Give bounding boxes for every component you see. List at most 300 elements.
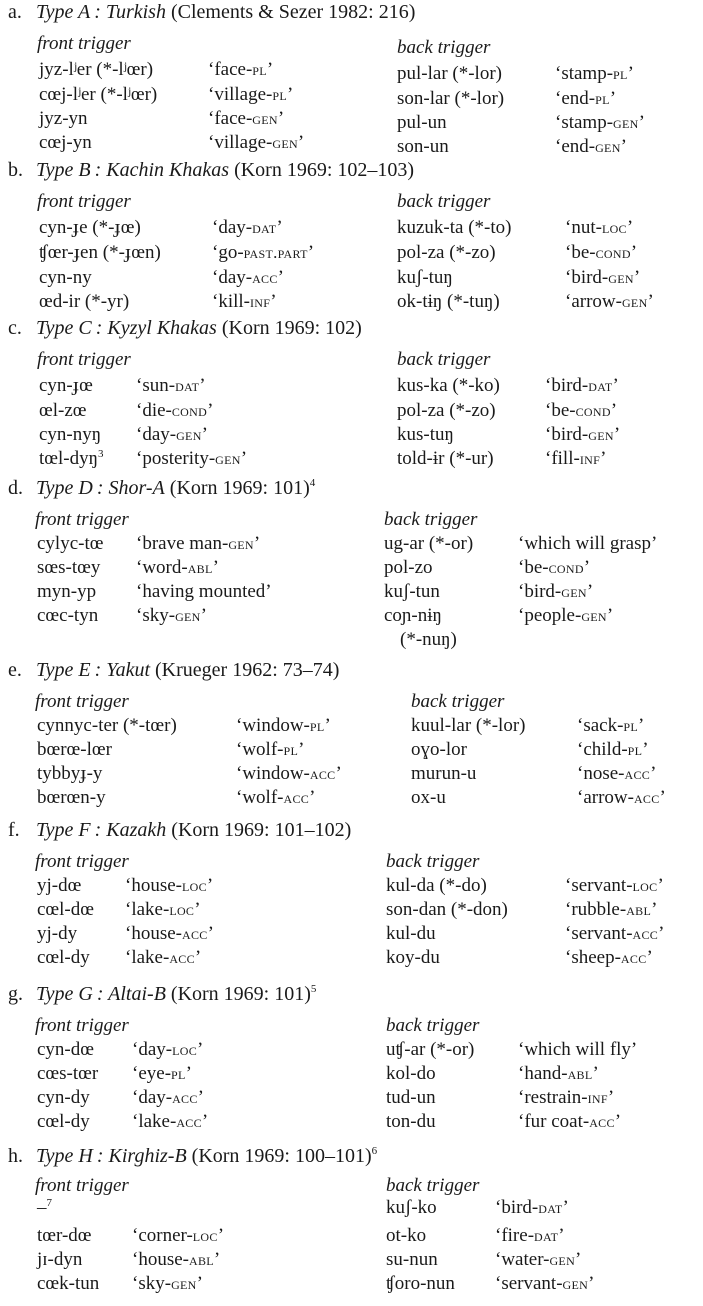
gloss-close-quote: ’ — [606, 605, 614, 626]
gloss-abbreviation: dat — [588, 376, 613, 395]
example-section-a — [0, 2, 703, 162]
back-trigger-gloss — [518, 558, 590, 577]
gloss-text: ‘servant- — [565, 923, 633, 944]
gloss-close-quote: ’ — [586, 581, 594, 602]
word-form: kus-tuŋ — [397, 424, 454, 445]
back-trigger-gloss — [545, 425, 620, 444]
section-heading — [8, 160, 414, 180]
gloss-abbreviation: loc — [169, 900, 195, 919]
gloss-close-quote: ’ — [212, 557, 219, 578]
gloss-text: ‘having mounted’ — [136, 581, 272, 602]
back-trigger-header: back trigger — [397, 191, 491, 212]
gloss-abbreviation: pl — [272, 85, 287, 104]
back-trigger-form — [397, 449, 494, 468]
back-trigger-header: back trigger — [384, 509, 478, 530]
back-trigger-gloss — [565, 292, 654, 311]
gloss-text: ‘go- — [212, 242, 244, 263]
front-trigger-gloss — [136, 582, 272, 601]
gloss-abbreviation: acc — [169, 948, 195, 967]
citation: (Krueger 1962: 73–74) — [155, 659, 340, 681]
front-trigger-form — [37, 948, 90, 967]
front-trigger-gloss — [136, 534, 260, 553]
gloss-abbreviation: loc — [632, 876, 658, 895]
section-heading — [8, 820, 351, 840]
back-trigger-gloss — [545, 376, 619, 395]
language-name: Yakut — [106, 659, 151, 681]
word-form: murun-u — [411, 763, 477, 784]
front-trigger-form — [39, 425, 101, 444]
back-trigger-gloss — [518, 1112, 621, 1131]
gloss-close-quote: ’ — [207, 923, 214, 944]
back-trigger-form — [386, 1226, 426, 1245]
front-trigger-form — [37, 764, 102, 783]
back-trigger-form — [386, 1274, 455, 1293]
gloss-text: ‘lake- — [125, 899, 170, 920]
gloss-close-quote: ’ — [200, 605, 207, 626]
gloss-text: ‘bird- — [545, 424, 589, 445]
heading-colon: : — [92, 477, 109, 499]
gloss-abbreviation: gen — [588, 425, 614, 444]
word-form: ot-ko — [386, 1225, 427, 1246]
back-trigger-gloss — [518, 1064, 599, 1083]
front-trigger-gloss — [125, 924, 214, 943]
word-form: bœrœn-y — [37, 787, 106, 808]
word-form: pul-un — [397, 112, 447, 133]
type-label: Type E — [36, 659, 91, 681]
section-heading — [8, 1146, 377, 1166]
front-trigger-gloss — [125, 900, 201, 919]
gloss-abbreviation: abl — [187, 558, 213, 577]
back-trigger-form — [386, 948, 440, 967]
back-trigger-header: back trigger — [386, 1175, 480, 1196]
language-name: Altai-B — [108, 983, 166, 1005]
gloss-close-quote: ’ — [253, 533, 261, 554]
gloss-text: ‘hand- — [518, 1063, 568, 1084]
gloss-close-quote: ’ — [658, 923, 665, 944]
citation: (Korn 1969: 102) — [221, 317, 362, 339]
back-trigger-gloss — [565, 243, 637, 262]
back-trigger-form — [397, 401, 496, 420]
footnote-marker: 4 — [309, 477, 316, 489]
gloss-text: ‘servant- — [495, 1273, 563, 1294]
gloss-text: ‘wolf- — [236, 739, 284, 760]
gloss-abbreviation: pl — [627, 740, 643, 759]
front-trigger-form — [37, 924, 77, 943]
gloss-close-quote: ’ — [627, 63, 634, 84]
gloss-text: ‘which will fly’ — [518, 1039, 638, 1060]
gloss-text: ‘window- — [236, 715, 310, 736]
back-trigger-form — [384, 606, 442, 625]
gloss-close-quote: ’ — [201, 424, 208, 445]
back-trigger-form — [386, 876, 487, 895]
back-trigger-form — [397, 243, 496, 262]
back-trigger-form — [397, 113, 447, 132]
gloss-text: ‘rubble- — [565, 899, 627, 920]
front-trigger-form — [39, 268, 92, 287]
front-trigger-form — [37, 1274, 99, 1293]
front-trigger-gloss — [208, 133, 304, 152]
back-trigger-form — [397, 89, 504, 108]
language-name: Shor-A — [108, 477, 165, 499]
section-letter: e. — [8, 659, 22, 681]
gloss-abbreviation: gen — [549, 1250, 576, 1269]
back-trigger-gloss — [518, 606, 613, 625]
gloss-close-quote: ’ — [650, 763, 657, 784]
word-form: cœl-dœ — [37, 899, 94, 920]
front-trigger-gloss — [136, 425, 208, 444]
gloss-close-quote: ’ — [298, 739, 305, 760]
gloss-abbreviation: cond — [575, 401, 611, 420]
word-form: pol-za (*-zo) — [397, 400, 496, 421]
word-form: ʧoro-nun — [386, 1273, 455, 1294]
gloss-text: ‘restrain- — [518, 1087, 588, 1108]
gloss-abbreviation: abl — [567, 1064, 593, 1083]
type-label: Type D — [36, 477, 93, 499]
front-trigger-form — [37, 1198, 52, 1217]
gloss-text: ‘be- — [545, 400, 576, 421]
heading-colon: : — [90, 659, 107, 681]
citation: (Korn 1969: 102–103) — [234, 159, 415, 181]
front-trigger-gloss — [132, 1040, 203, 1059]
front-trigger-gloss — [136, 558, 219, 577]
front-trigger-gloss — [212, 243, 314, 262]
front-trigger-gloss — [132, 1274, 203, 1293]
back-trigger-form — [397, 137, 449, 156]
front-trigger-form — [37, 1226, 92, 1245]
gloss-close-quote: ’ — [626, 217, 634, 238]
gloss-close-quote: ’ — [307, 242, 315, 263]
gloss-text: ‘fire- — [495, 1225, 535, 1246]
gloss-text: ‘face- — [208, 108, 253, 129]
word-form: pul-lar (*-lor) — [397, 63, 502, 84]
section-letter: g. — [8, 983, 23, 1005]
gloss-text: ‘sack- — [577, 715, 624, 736]
back-trigger-form — [384, 582, 440, 601]
section-heading — [8, 660, 339, 680]
word-form: kus-ka (*-ko) — [397, 375, 500, 396]
back-trigger-form-continuation: (*-nuŋ) — [400, 629, 457, 650]
section-heading — [8, 2, 415, 22]
word-form: kol-do — [386, 1063, 436, 1084]
front-trigger-gloss — [136, 401, 213, 420]
example-section-b — [0, 160, 703, 320]
back-trigger-gloss — [555, 113, 645, 132]
gloss-abbreviation: cond — [171, 401, 208, 420]
footnote-marker: 7 — [46, 1197, 52, 1209]
word-form: told-ɨr (*-ur) — [397, 448, 494, 469]
back-trigger-form — [411, 764, 476, 783]
back-trigger-header: back trigger — [386, 1015, 480, 1036]
back-trigger-form — [397, 268, 453, 287]
gloss-abbreviation: loc — [172, 1040, 197, 1059]
gloss-text: ‘village- — [208, 84, 273, 105]
front-trigger-gloss — [125, 876, 213, 895]
front-trigger-gloss — [208, 60, 273, 79]
gloss-abbreviation: gen — [608, 268, 634, 287]
example-section-g — [0, 984, 703, 1144]
gloss-close-quote: ’ — [201, 1111, 209, 1132]
back-trigger-gloss — [555, 89, 616, 108]
front-trigger-gloss — [125, 948, 201, 967]
gloss-text: ‘die- — [136, 400, 172, 421]
back-trigger-form — [386, 1040, 474, 1059]
back-trigger-form — [386, 1250, 438, 1269]
gloss-abbreviation: cond — [595, 243, 631, 262]
citation: (Korn 1969: 101) — [170, 983, 311, 1005]
gloss-abbreviation: gen — [215, 449, 241, 468]
gloss-close-quote: ’ — [335, 763, 342, 784]
front-trigger-gloss — [236, 740, 304, 759]
section-letter: d. — [8, 477, 23, 499]
gloss-text: ‘servant- — [565, 875, 633, 896]
gloss-close-quote: ’ — [583, 557, 591, 578]
footnote-marker: 5 — [310, 983, 317, 995]
back-trigger-gloss — [518, 534, 657, 553]
front-trigger-gloss — [136, 376, 206, 395]
section-heading — [8, 478, 315, 498]
gloss-text: ‘word- — [136, 557, 188, 578]
gloss-close-quote: ’ — [213, 1249, 221, 1270]
gloss-close-quote: ’ — [614, 1111, 622, 1132]
language-name: Kyzyl Khakas — [107, 317, 217, 339]
back-trigger-form — [411, 716, 525, 735]
language-name: Kachin Khakas — [106, 159, 230, 181]
word-form: kul-du — [386, 923, 436, 944]
gloss-text: ‘lake- — [125, 947, 170, 968]
section-letter: h. — [8, 1145, 23, 1167]
back-trigger-form — [397, 376, 500, 395]
word-form: cynnyc-ter (*-tœr) — [37, 715, 177, 736]
language-name: Kazakh — [106, 819, 167, 841]
word-form: koy-du — [386, 947, 440, 968]
front-trigger-form — [39, 109, 88, 128]
word-form: cœk-tun — [37, 1273, 100, 1294]
gloss-text: ‘fill- — [545, 448, 580, 469]
gloss-text: ‘kill- — [212, 291, 250, 312]
gloss-abbreviation: abl — [188, 1250, 214, 1269]
gloss-text: ‘sky- — [136, 605, 176, 626]
gloss-close-quote: ’ — [286, 84, 294, 105]
gloss-abbreviation: gen — [621, 292, 648, 311]
gloss-abbreviation: acc — [252, 268, 278, 287]
gloss-abbreviation: acc — [620, 948, 647, 967]
front-trigger-gloss — [236, 764, 342, 783]
back-trigger-gloss — [495, 1274, 594, 1293]
example-section-c — [0, 318, 703, 478]
gloss-close-quote: ’ — [206, 875, 214, 896]
gloss-text: ‘stamp- — [555, 63, 614, 84]
gloss-close-quote: ’ — [633, 267, 641, 288]
gloss-text: ‘wolf- — [236, 787, 284, 808]
example-section-h — [0, 1146, 703, 1306]
word-form: myn-yp — [37, 581, 97, 602]
gloss-close-quote: ’ — [575, 1249, 582, 1270]
back-trigger-gloss — [565, 900, 657, 919]
gloss-text: ‘brave man- — [136, 533, 229, 554]
back-trigger-gloss — [545, 401, 617, 420]
front-trigger-form — [37, 900, 94, 919]
back-trigger-gloss — [518, 1040, 637, 1059]
gloss-text: ‘house- — [132, 1249, 189, 1270]
front-trigger-form — [37, 1064, 98, 1083]
gloss-close-quote: ’ — [270, 291, 277, 312]
gloss-abbreviation: loc — [181, 876, 207, 895]
language-name: Kirghiz-B — [108, 1145, 187, 1167]
gloss-text: ‘end- — [555, 88, 596, 109]
gloss-text: ‘sun- — [136, 375, 176, 396]
gloss-close-quote: ’ — [588, 1273, 595, 1294]
type-label: Type A — [36, 1, 91, 23]
gloss-close-quote: ’ — [324, 715, 331, 736]
gloss-text: ‘arrow- — [577, 787, 634, 808]
gloss-abbreviation: dat — [538, 1198, 563, 1217]
word-form: yj-dy — [37, 923, 78, 944]
word-form: tœr-dœ — [37, 1225, 92, 1246]
type-label: Type H — [36, 1145, 93, 1167]
front-trigger-form — [39, 60, 153, 79]
front-trigger-gloss — [212, 218, 283, 237]
gloss-text: ‘face- — [208, 59, 253, 80]
gloss-abbreviation: loc — [601, 218, 627, 237]
front-trigger-form — [37, 1040, 94, 1059]
gloss-abbreviation: inf — [587, 1088, 608, 1107]
gloss-abbreviation: pl — [613, 64, 628, 83]
front-trigger-gloss — [236, 716, 331, 735]
gloss-abbreviation: acc — [624, 764, 651, 783]
front-trigger-header: front trigger — [35, 1015, 129, 1036]
word-form: uʧ-ar (*-or) — [386, 1039, 475, 1060]
example-section-d — [0, 477, 703, 650]
heading-colon: : — [92, 983, 109, 1005]
word-form: cyn-nyŋ — [39, 424, 102, 445]
heading-colon: : — [91, 317, 108, 339]
gloss-text: ‘bird- — [565, 267, 609, 288]
back-trigger-gloss — [555, 137, 627, 156]
back-trigger-form — [411, 740, 467, 759]
gloss-abbreviation: loc — [192, 1226, 218, 1245]
gloss-text: ‘day- — [132, 1039, 173, 1060]
gloss-abbreviation: acc — [181, 924, 208, 943]
example-section-f — [0, 820, 703, 980]
gloss-abbreviation: acc — [309, 764, 336, 783]
word-form: tud-un — [386, 1087, 436, 1108]
section-heading — [8, 318, 362, 338]
gloss-text: ‘day- — [212, 217, 253, 238]
word-form: son-dan (*-don) — [386, 899, 508, 920]
back-trigger-form — [386, 924, 436, 943]
citation: (Korn 1969: 101) — [169, 477, 310, 499]
back-trigger-gloss — [495, 1226, 565, 1245]
word-form: kul-da (*-do) — [386, 875, 487, 896]
gloss-close-quote: ’ — [277, 108, 285, 129]
gloss-text: ‘nut- — [565, 217, 602, 238]
gloss-close-quote: ’ — [638, 112, 645, 133]
front-trigger-gloss — [132, 1250, 220, 1269]
word-form: su-nun — [386, 1249, 438, 1270]
gloss-abbreviation: pl — [623, 716, 639, 735]
gloss-text: ‘day- — [132, 1087, 173, 1108]
gloss-close-quote: ’ — [642, 739, 649, 760]
gloss-close-quote: ’ — [277, 267, 284, 288]
front-trigger-form — [37, 788, 106, 807]
back-trigger-gloss — [565, 948, 653, 967]
front-trigger-form — [39, 218, 141, 237]
gloss-text: ‘which will grasp’ — [518, 533, 658, 554]
word-form: ok-tɨŋ (*-tuŋ) — [397, 291, 500, 312]
back-trigger-gloss — [495, 1250, 581, 1269]
back-trigger-gloss — [577, 740, 649, 759]
word-form: tybbyɟ-y — [37, 763, 103, 784]
gloss-abbreviation: abl — [626, 900, 652, 919]
back-trigger-gloss — [577, 788, 666, 807]
gloss-abbreviation: gen — [175, 606, 201, 625]
gloss-abbreviation: gen — [613, 113, 639, 132]
word-form: bœrœ-lœr — [37, 739, 112, 760]
gloss-close-quote: ’ — [199, 375, 206, 396]
front-trigger-gloss — [132, 1064, 192, 1083]
gloss-close-quote: ’ — [651, 899, 658, 920]
gloss-abbreviation: gen — [561, 582, 587, 601]
front-trigger-header: front trigger — [37, 191, 131, 212]
word-form: – — [37, 1197, 47, 1218]
gloss-text: ‘sky- — [132, 1273, 172, 1294]
gloss-close-quote: ’ — [217, 1225, 225, 1246]
gloss-close-quote: ’ — [646, 947, 653, 968]
back-trigger-form — [397, 64, 502, 83]
gloss-close-quote: ’ — [620, 136, 627, 157]
gloss-close-quote: ’ — [592, 1063, 599, 1084]
front-trigger-gloss — [212, 268, 284, 287]
gloss-text: ‘corner- — [132, 1225, 193, 1246]
gloss-close-quote: ’ — [266, 59, 274, 80]
heading-colon: : — [92, 1145, 109, 1167]
word-form: kuul-lar (*-lor) — [411, 715, 526, 736]
gloss-abbreviation: gen — [272, 133, 298, 152]
gloss-abbreviation: pl — [171, 1064, 186, 1083]
front-trigger-form — [37, 876, 81, 895]
front-trigger-form — [39, 449, 104, 468]
gloss-text: ‘child- — [577, 739, 628, 760]
gloss-abbreviation: acc — [632, 924, 659, 943]
gloss-close-quote: ’ — [240, 448, 248, 469]
type-label: Type C — [36, 317, 92, 339]
gloss-abbreviation: pl — [309, 716, 325, 735]
section-heading — [8, 984, 316, 1004]
front-trigger-form — [37, 1088, 90, 1107]
back-trigger-form — [384, 558, 433, 577]
front-trigger-gloss — [132, 1112, 208, 1131]
section-letter: a. — [8, 1, 22, 23]
word-form: kuʃ-ko — [386, 1197, 437, 1218]
gloss-abbreviation: acc — [633, 788, 660, 807]
word-form: jyz-yn — [39, 108, 88, 129]
section-letter: b. — [8, 159, 23, 181]
back-trigger-form — [397, 218, 511, 237]
front-trigger-form — [37, 606, 98, 625]
front-trigger-form — [39, 133, 92, 152]
front-trigger-form — [39, 376, 93, 395]
gloss-close-quote: ’ — [196, 1273, 203, 1294]
gloss-close-quote: ’ — [609, 88, 617, 109]
front-trigger-form — [37, 582, 96, 601]
front-trigger-header: front trigger — [35, 851, 129, 872]
word-form: cyn-dy — [37, 1087, 90, 1108]
back-trigger-gloss — [565, 876, 664, 895]
gloss-close-quote: ’ — [659, 787, 666, 808]
word-form: ox-u — [411, 787, 446, 808]
back-trigger-gloss — [565, 924, 664, 943]
gloss-text: ‘nose- — [577, 763, 625, 784]
